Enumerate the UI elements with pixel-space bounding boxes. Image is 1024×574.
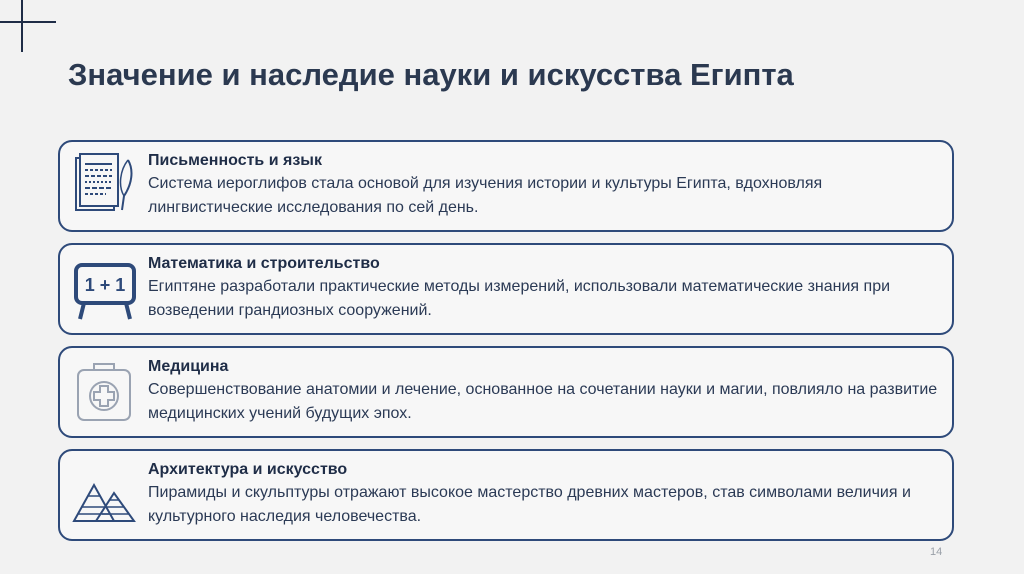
card-heading: Медицина <box>148 358 229 375</box>
card-medicine <box>58 346 954 438</box>
page-number: 14 <box>930 546 943 558</box>
card-body: Пирамиды и скульптуры отражают высокое мастерство древних мастеров, став символами величия и культурного наследия человечества. <box>148 484 911 525</box>
writing-icon <box>72 152 138 222</box>
card-body: Египтяне разработали практические методы измерений, использовали математические знания при возведении грандиозных сооружений. <box>148 278 891 319</box>
corner-cross-decoration <box>0 0 60 60</box>
slide-title: Значение и наследие науки и искусства Египта <box>68 57 794 92</box>
card-heading: Математика и строительство <box>148 255 380 272</box>
card-writing <box>58 140 954 232</box>
math-board-text: 1 + 1 <box>84 275 126 295</box>
card-body: Совершенствование анатомии и лечение, основанное на сочетании науки и магии, повлияло на развитие медицинских учений будущих эпох. <box>148 381 938 422</box>
card-math <box>58 243 954 335</box>
card-architecture <box>58 449 954 541</box>
card-heading: Архитектура и искусство <box>148 461 348 478</box>
pyramids-icon <box>72 463 138 533</box>
medical-kit-icon <box>72 360 138 430</box>
card-body: Система иероглифов стала основой для изучения истории и культуры Египта, вдохновляя лингвистические исследования по сей день. <box>148 175 823 216</box>
card-heading: Письменность и язык <box>148 152 322 169</box>
math-board-icon <box>72 257 138 327</box>
